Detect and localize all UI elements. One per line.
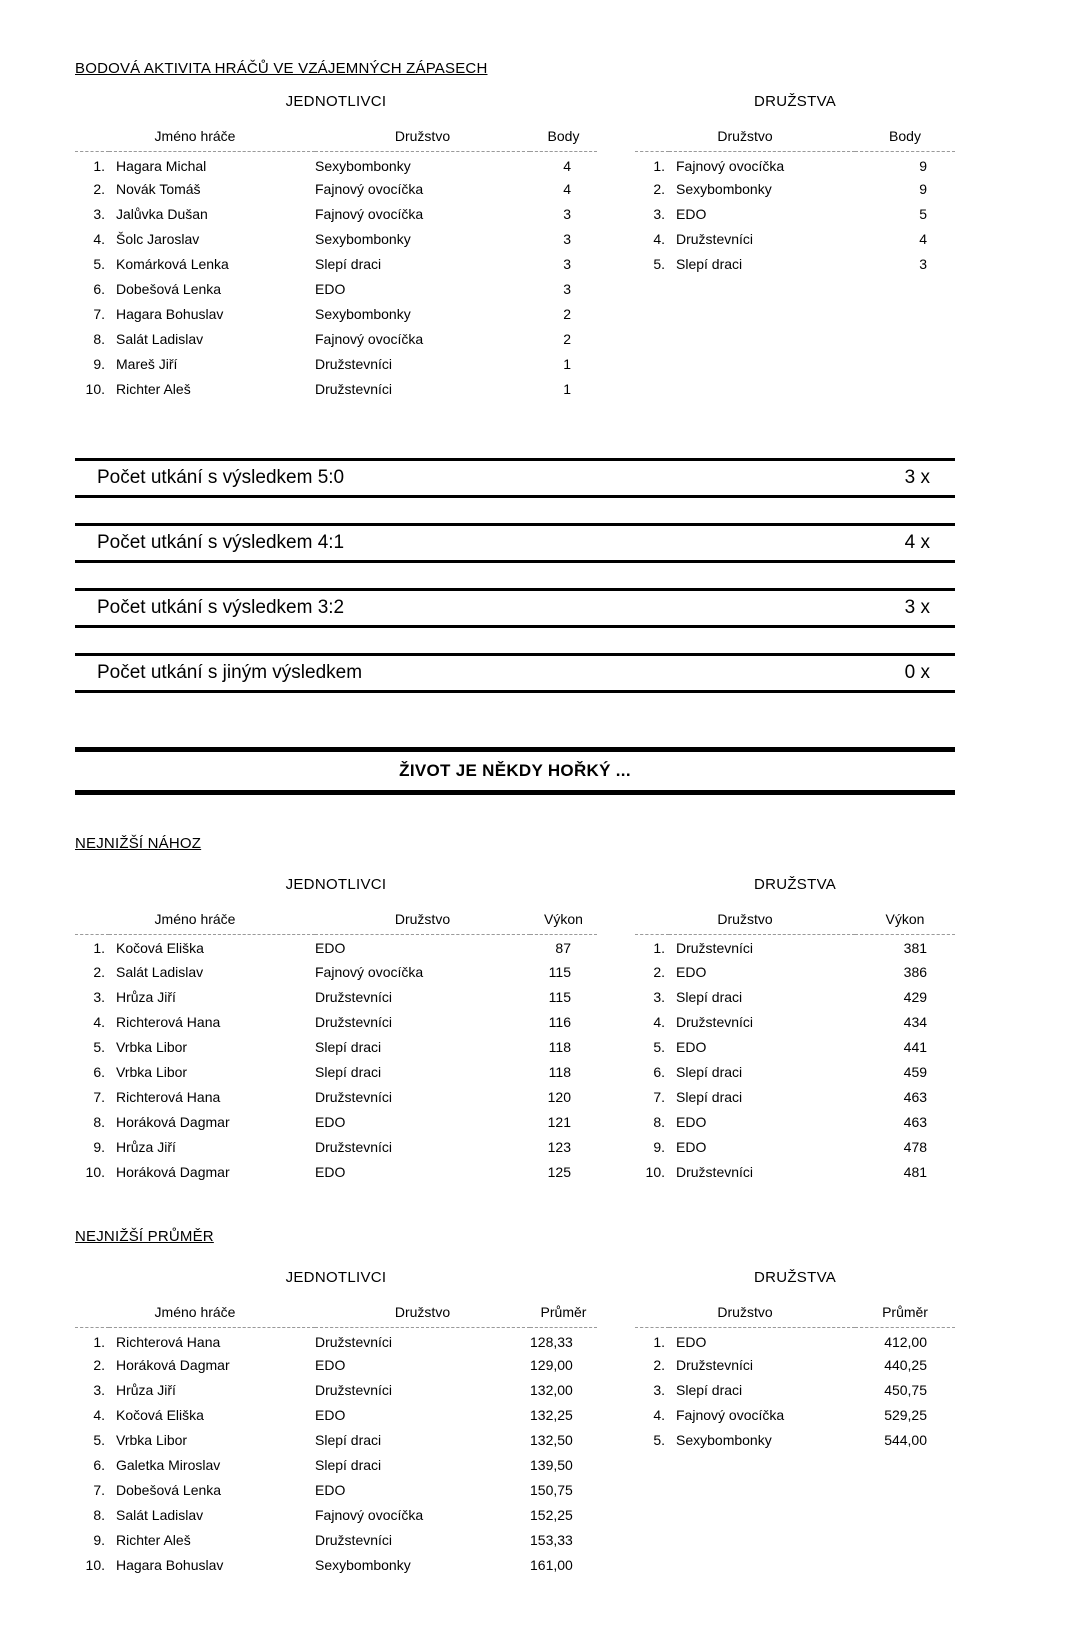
row-value: 3 [563,281,571,297]
row-team: EDO [676,963,707,980]
row-value: 386 [903,963,928,980]
row-value: 152,25 [530,1507,573,1523]
row-rank: 10. [645,1163,665,1180]
row-rank: 5. [93,1432,105,1448]
table-row [635,1059,955,1084]
row-team: EDO [676,1333,707,1350]
row-team: Sexybombonky [315,157,411,174]
row-player-name: Dobešová Lenka [116,281,222,297]
table-row [635,1009,955,1034]
row-rank: 3. [653,1382,665,1398]
table-row [75,1159,597,1184]
teams-table [635,907,955,1185]
row-team: Družstevníci [676,1357,754,1373]
row-value: 381 [903,940,928,957]
row-team: Sexybombonky [676,181,772,197]
teams-column [635,1269,955,1453]
row-player-name: Mareš Jiří [116,356,178,372]
row-value: 1 [563,356,571,372]
row-rank: 8. [93,1507,105,1523]
section-match-counts [75,458,955,693]
row-value: 118 [548,1063,571,1080]
teams-column [635,876,955,1185]
row-player-name: Hrůza Jiří [116,1138,176,1155]
row-player-name: Horáková Dagmar [116,1357,230,1373]
row-rank: 1. [653,1333,665,1350]
row-value: 3 [919,256,928,272]
row-team: EDO [315,1357,346,1373]
column-header-name: Jméno hráče [75,124,315,152]
table-row [75,1109,597,1134]
table-row [75,277,597,302]
column-header-value: Průměr [530,1300,597,1328]
column-header-team: Družstvo [315,1300,530,1328]
table-row [635,984,955,1009]
row-value: 481 [903,1163,928,1180]
row-rank: 2. [653,1357,665,1373]
row-rank: 8. [653,1113,665,1130]
row-value: 412,00 [884,1333,928,1350]
row-value: 2 [563,306,571,322]
row-rank: 9. [653,1138,665,1155]
row-team: Družstevníci [676,1163,754,1180]
row-rank: 10. [85,1163,105,1180]
table-row [75,1503,597,1528]
row-value: 459 [903,1063,928,1080]
column-header-name: Jméno hráče [75,1300,315,1328]
table-row [635,1159,955,1184]
row-player-name: Jalůvka Dušan [116,206,208,222]
row-value: 450,75 [884,1382,928,1398]
row-team: Družstevníci [315,1088,393,1105]
individuals-table [75,1300,597,1578]
table-row [635,1134,955,1159]
individuals-heading: JEDNOTLIVCI [285,1269,387,1286]
table-row [75,1084,597,1109]
row-value: 441 [903,1038,928,1055]
table-row [635,152,955,177]
match-count-value: 3 x [904,466,930,488]
table-row [75,1403,597,1428]
teams-table [635,124,955,277]
row-rank: 8. [93,331,105,347]
table-row [75,1009,597,1034]
table-header-row [635,1300,955,1328]
table-header-row [75,124,597,152]
row-value: 5 [919,206,928,222]
row-value: 121 [547,1113,571,1130]
row-value: 118 [548,1038,571,1055]
row-rank: 6. [93,281,105,297]
match-count-label: Počet utkání s výsledkem 3:2 [97,596,345,618]
match-count-bar [75,458,955,498]
row-rank: 2. [93,181,105,197]
row-team: Družstevníci [676,1013,754,1030]
row-rank: 3. [653,988,665,1005]
row-value: 3 [563,231,571,247]
row-player-name: Richterová Hana [116,1013,221,1030]
row-player-name: Hrůza Jiří [116,1382,176,1398]
row-team: EDO [676,1038,707,1055]
table-row [75,1553,597,1578]
table-row [635,1403,955,1428]
row-rank: 4. [653,1407,665,1423]
row-rank: 2. [653,963,665,980]
individuals-table [75,907,597,1185]
table-row [635,1034,955,1059]
table-row [635,252,955,277]
row-value: 128,33 [530,1333,573,1350]
row-team: Družstevníci [315,356,393,372]
column-header-name: Jméno hráče [75,907,315,935]
row-player-name: Kočová Eliška [116,940,204,957]
row-value: 3 [563,206,571,222]
row-value: 123 [547,1138,571,1155]
column-header-value: Body [855,124,955,152]
row-value: 434 [903,1013,928,1030]
row-rank: 1. [653,940,665,957]
banner-title: ŽIVOT JE NĚKDY HOŘKÝ ... [75,747,955,795]
row-value: 4 [563,157,571,174]
row-team: EDO [315,1113,346,1130]
row-player-name: Vrbka Libor [116,1432,188,1448]
row-team: EDO [676,1113,707,1130]
row-team: Družstevníci [315,1138,393,1155]
row-team: Slepí draci [315,1038,382,1055]
row-team: Fajnový ovocíčka [676,1407,785,1423]
row-rank: 1. [93,940,105,957]
row-team: Družstevníci [315,1532,393,1548]
row-player-name: Hrůza Jiří [116,988,176,1005]
row-rank: 4. [93,1407,105,1423]
row-team: Družstevníci [315,1382,393,1398]
row-team: Fajnový ovocíčka [676,157,785,174]
row-value: 4 [563,181,571,197]
row-player-name: Vrbka Libor [116,1038,188,1055]
teams-heading: DRUŽSTVA [753,93,837,110]
table-row [635,1109,955,1134]
column-header-value: Výkon [855,907,955,935]
row-value: 115 [548,988,571,1005]
row-team: Slepí draci [676,1088,743,1105]
individuals-column [75,93,597,402]
table-row [75,1328,597,1353]
row-rank: 1. [93,1333,105,1350]
row-team: Družstevníci [315,381,393,397]
column-header-value: Body [530,124,597,152]
match-count-label: Počet utkání s výsledkem 5:0 [97,466,345,488]
row-player-name: Novák Tomáš [116,181,201,197]
row-value: 544,00 [884,1432,928,1448]
section-bodova-aktivita [75,93,955,402]
row-team: Slepí draci [315,1063,382,1080]
individuals-heading: JEDNOTLIVCI [285,93,387,110]
row-value: 463 [903,1088,928,1105]
row-rank: 4. [93,1013,105,1030]
column-header-team: Družstvo [635,907,855,935]
nahoz-title: NEJNIŽŠÍ NÁHOZ [75,834,202,852]
row-value: 161,00 [530,1557,573,1573]
row-value: 125 [547,1163,571,1180]
row-player-name: Hagara Bohuslav [116,1557,224,1573]
table-row [635,177,955,202]
row-team: Sexybombonky [676,1432,772,1448]
table-row [75,377,597,402]
table-row [75,1378,597,1403]
row-value: 153,33 [530,1532,573,1548]
column-header-team: Družstvo [635,124,855,152]
prumer-title: NEJNIŽŠÍ PRŮMĚR [75,1228,214,1245]
column-header-value: Výkon [530,907,597,935]
table-row [635,1084,955,1109]
row-player-name: Vrbka Libor [116,1063,188,1080]
row-team: Fajnový ovocíčka [315,331,424,347]
row-player-name: Richterová Hana [116,1333,221,1350]
row-rank: 3. [93,988,105,1005]
row-player-name: Galetka Miroslav [116,1457,221,1473]
column-header-team: Družstvo [315,124,530,152]
teams-column [635,93,955,277]
row-rank: 5. [653,1432,665,1448]
row-value: 129,00 [530,1357,573,1373]
table-row [75,1478,597,1503]
row-player-name: Salát Ladislav [116,1507,204,1523]
row-team: Družstevníci [315,988,393,1005]
row-value: 9 [919,181,928,197]
row-rank: 10. [85,1557,105,1573]
column-header-team: Družstvo [315,907,530,935]
row-team: Slepí draci [315,1432,382,1448]
row-player-name: Hagara Bohuslav [116,306,224,322]
row-team: Slepí draci [676,1063,743,1080]
row-value: 4 [919,231,928,247]
row-rank: 7. [93,306,105,322]
row-player-name: Kočová Eliška [116,1407,204,1423]
row-player-name: Salát Ladislav [116,963,204,980]
table-row [75,1453,597,1478]
row-value: 132,25 [530,1407,573,1423]
table-row [75,1353,597,1378]
row-value: 529,25 [884,1407,928,1423]
table-row [75,934,597,959]
individuals-heading: JEDNOTLIVCI [285,875,387,893]
row-team: Sexybombonky [315,1557,411,1573]
row-player-name: Dobešová Lenka [116,1482,222,1498]
row-value: 132,00 [530,1382,573,1398]
table-row [635,1378,955,1403]
row-team: Fajnový ovocíčka [315,1507,424,1523]
table-row [75,1428,597,1453]
row-team: EDO [315,1407,346,1423]
row-team: Fajnový ovocíčka [315,181,424,197]
row-team: EDO [315,1482,346,1498]
row-team: EDO [676,1138,707,1155]
row-value: 115 [548,963,571,980]
row-rank: 7. [93,1482,105,1498]
table-row [635,1328,955,1353]
row-rank: 5. [653,1038,665,1055]
individuals-column [75,1269,597,1578]
row-player-name: Hagara Michal [116,157,207,174]
row-team: Fajnový ovocíčka [315,206,424,222]
column-header-team: Družstvo [635,1300,855,1328]
individuals-column [75,876,597,1185]
row-rank: 3. [93,206,105,222]
row-team: EDO [315,281,346,297]
row-value: 429 [903,988,928,1005]
row-rank: 5. [653,256,665,272]
row-rank: 4. [653,231,665,247]
teams-heading: DRUŽSTVA [753,875,837,893]
row-rank: 3. [653,206,665,222]
match-count-bar [75,653,955,693]
row-rank: 10. [85,381,105,397]
row-team: Sexybombonky [315,306,411,322]
match-count-label: Počet utkání s jiným výsledkem [97,661,363,683]
table-row [75,1528,597,1553]
row-rank: 8. [93,1113,105,1130]
row-value: 132,50 [530,1432,573,1448]
row-value: 139,50 [530,1457,573,1473]
table-header-row [75,1300,597,1328]
row-team: Družstevníci [676,231,754,247]
row-rank: 6. [93,1063,105,1080]
section-nejnizsi-nahoz [75,835,955,1185]
row-team: Družstevníci [315,1013,393,1030]
row-player-name: Komárková Lenka [116,256,229,272]
row-player-name: Horáková Dagmar [116,1113,230,1130]
row-rank: 4. [93,231,105,247]
table-row [635,934,955,959]
row-value: 116 [548,1013,571,1030]
column-header-value: Průměr [855,1300,955,1328]
table-row [75,327,597,352]
row-team: Družstevníci [315,1333,393,1350]
row-rank: 2. [653,181,665,197]
table-row [75,252,597,277]
table-header-row [635,124,955,152]
section-nejnizsi-prumer [75,1228,955,1578]
table-row [75,202,597,227]
row-value: 478 [903,1138,928,1155]
row-team: Slepí draci [676,1382,743,1398]
teams-heading: DRUŽSTVA [753,1269,837,1286]
row-player-name: Salát Ladislav [116,331,204,347]
row-rank: 6. [653,1063,665,1080]
row-rank: 2. [93,1357,105,1373]
table-row [635,959,955,984]
table-row [75,1134,597,1159]
row-team: EDO [315,940,346,957]
individuals-table [75,124,597,402]
match-count-bar [75,523,955,563]
page-title: BODOVÁ AKTIVITA HRÁČŮ VE VZÁJEMNÝCH ZÁPASECH [75,60,488,77]
row-rank: 1. [653,157,665,174]
match-count-label: Počet utkání s výsledkem 4:1 [97,531,345,553]
row-team: Sexybombonky [315,231,411,247]
table-row [75,352,597,377]
row-rank: 2. [93,963,105,980]
row-rank: 9. [93,1532,105,1548]
table-row [75,302,597,327]
row-value: 9 [919,157,928,174]
row-rank: 1. [93,157,105,174]
table-row [75,1034,597,1059]
table-row [635,1353,955,1378]
table-row [75,1059,597,1084]
table-row [75,152,597,177]
row-value: 440,25 [884,1357,928,1373]
teams-table [635,1300,955,1453]
row-value: 2 [563,331,571,347]
table-row [75,984,597,1009]
row-team: Fajnový ovocíčka [315,963,424,980]
table-row [635,202,955,227]
row-player-name: Richterová Hana [116,1088,221,1105]
row-rank: 3. [93,1382,105,1398]
row-rank: 9. [93,356,105,372]
table-row [75,177,597,202]
table-row [635,1428,955,1453]
row-team: Slepí draci [676,988,743,1005]
row-team: Slepí draci [315,1457,382,1473]
row-value: 120 [547,1088,571,1105]
row-player-name: Richter Aleš [116,381,191,397]
match-count-value: 3 x [904,596,930,618]
match-count-value: 0 x [904,661,930,683]
row-value: 150,75 [530,1482,573,1498]
row-value: 87 [555,940,571,957]
table-header-row [635,907,955,935]
row-value: 1 [563,381,571,397]
row-player-name: Šolc Jaroslav [116,231,200,247]
table-row [75,227,597,252]
row-rank: 5. [93,256,105,272]
row-rank: 9. [93,1138,105,1155]
table-row [635,227,955,252]
row-rank: 7. [653,1088,665,1105]
row-rank: 7. [93,1088,105,1105]
match-count-bar [75,588,955,628]
table-header-row [75,907,597,935]
row-value: 463 [903,1113,928,1130]
table-row [75,959,597,984]
row-team: Družstevníci [676,940,754,957]
row-team: Slepí draci [676,256,743,272]
row-rank: 5. [93,1038,105,1055]
row-rank: 4. [653,1013,665,1030]
match-count-value: 4 x [904,531,930,553]
row-player-name: Horáková Dagmar [116,1163,230,1180]
row-team: EDO [315,1163,346,1180]
row-value: 3 [563,256,571,272]
row-player-name: Richter Aleš [116,1532,191,1548]
row-team: EDO [676,206,707,222]
row-team: Slepí draci [315,256,382,272]
row-rank: 6. [93,1457,105,1473]
